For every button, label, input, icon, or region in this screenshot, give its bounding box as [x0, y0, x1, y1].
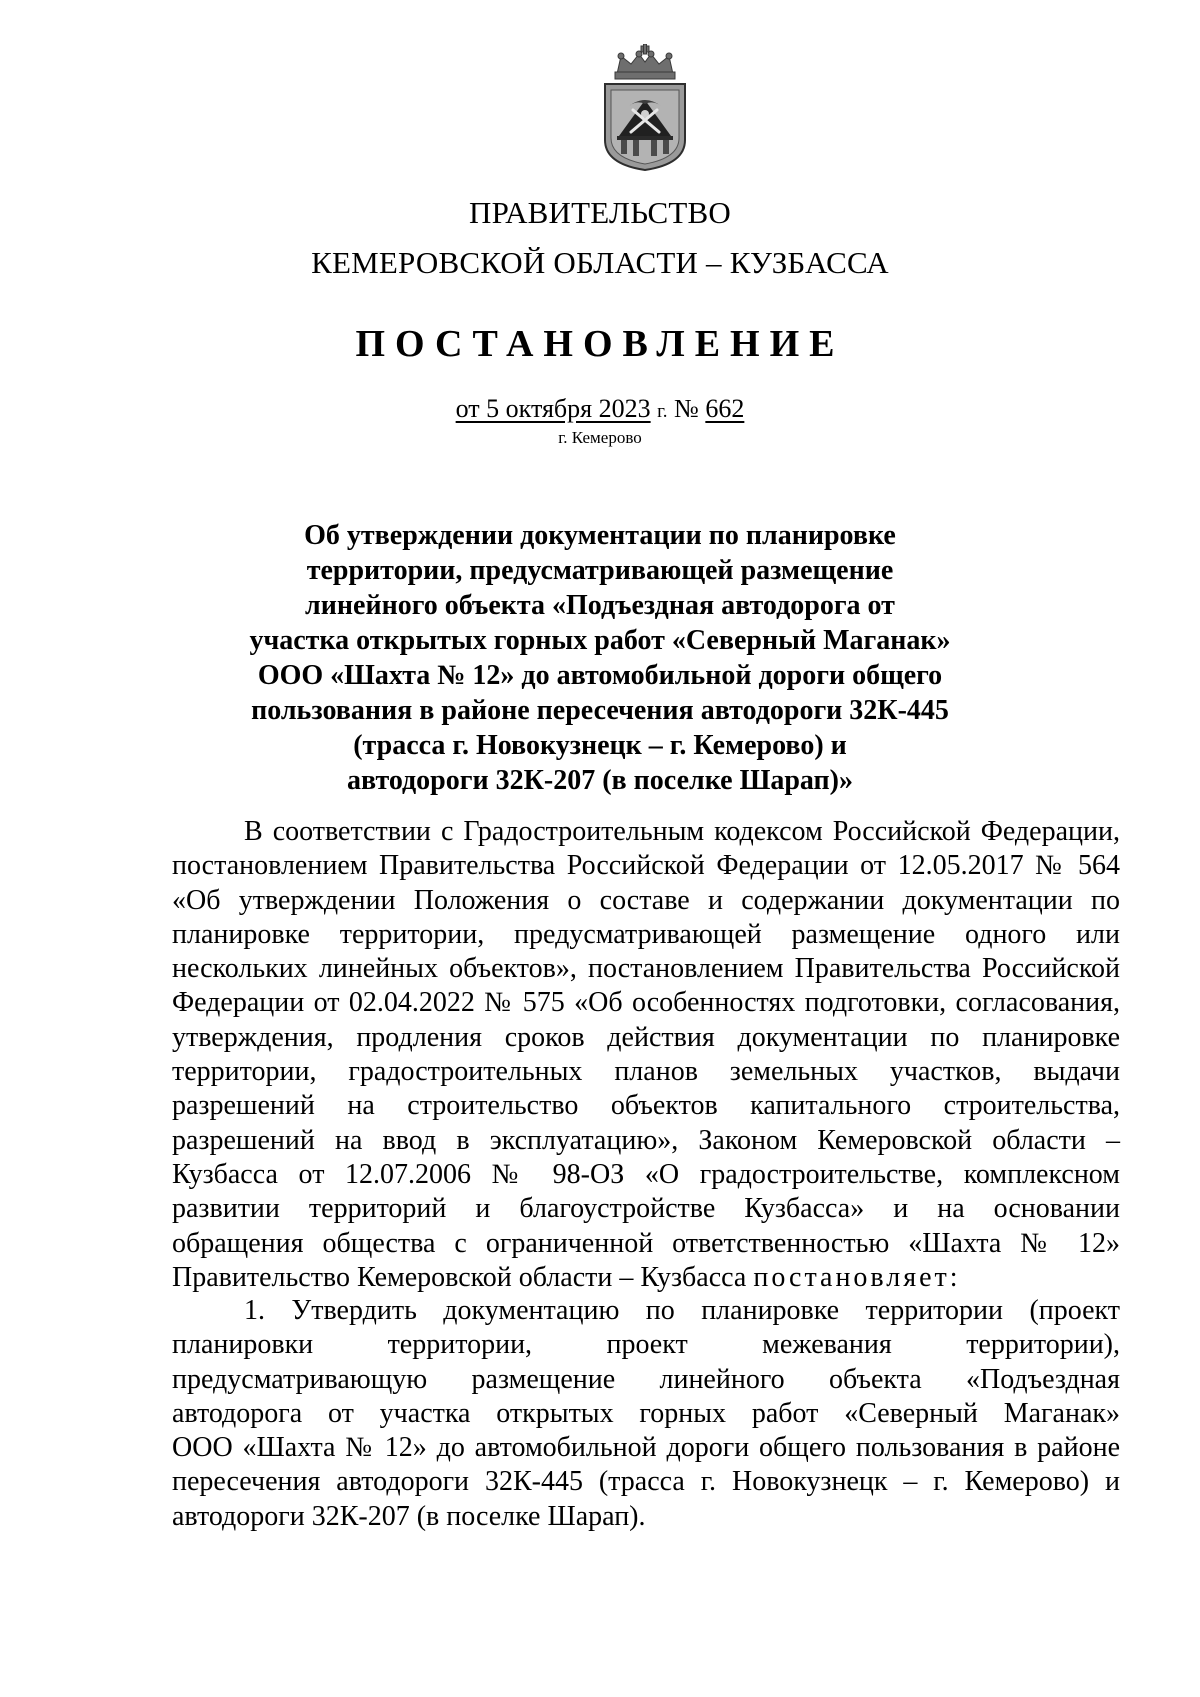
- paragraph-line: В соответствии с Градостроительным кодексом Российской Федерации,: [244, 816, 1120, 847]
- date-number-line: [0, 394, 1200, 424]
- document-number: 662: [705, 394, 745, 423]
- clause-1-paragraph: [172, 1294, 1120, 1534]
- document-city: г. Кемерово: [558, 428, 642, 447]
- coat-of-arms-emblem: [595, 44, 695, 172]
- year-suffix: г.: [657, 401, 668, 422]
- resolves-word: постановляет:: [753, 1261, 961, 1293]
- paragraph-line: Кузбасса от 12.07.2006 № 98-ОЗ «О градостроительстве, комплексном: [172, 1158, 1120, 1190]
- subject-line: пользования в районе пересечения автодороги 32К-445: [251, 695, 949, 726]
- paragraph-line: обращения общества с ограниченной ответственностью «Шахта № 12»: [172, 1227, 1120, 1259]
- subject-line: территории, предусматривающей размещение: [306, 555, 894, 586]
- subject-line: Об утверждении документации по планировке: [304, 520, 896, 551]
- paragraph-line: автодорога от участка открытых горных работ «Северный Маганак»: [172, 1397, 1120, 1429]
- paragraph-line: планировки территории, проект межевания территории),: [172, 1329, 1120, 1361]
- paragraph-line: постановлением Правительства Российской Федерации от 12.05.2017 № 564: [172, 850, 1120, 882]
- document-subject: [0, 518, 1200, 798]
- subject-line: (трасса г. Новокузнецк – г. Кемерово) и: [353, 730, 847, 761]
- number-sign: №: [674, 394, 699, 423]
- paragraph-line: утверждения, продления сроков действия документации по планировке: [172, 1021, 1120, 1053]
- resolving-body: Правительство Кемеровской области – Кузбасса: [172, 1261, 754, 1293]
- government-title-line2: КЕМЕРОВСКОЙ ОБЛАСТИ – КУЗБАССА: [311, 245, 889, 280]
- paragraph-line: 1. Утвердить документацию по планировке территории (проект: [244, 1295, 1120, 1326]
- paragraph-line: разрешений на ввод в эксплуатацию», Законом Кемеровской области –: [172, 1124, 1120, 1156]
- subject-line: ООО «Шахта № 12» до автомобильной дороги общего: [257, 660, 943, 691]
- subject-line: автодороги 32К-207 (в поселке Шарап)»: [347, 765, 853, 796]
- document-type-title: ПОСТАНОВЛЕНИЕ: [355, 323, 845, 365]
- paragraph-line: Федерации от 02.04.2022 № 575 «Об особенностях подготовки, согласования,: [172, 987, 1120, 1019]
- paragraph-line: планировке территории, предусматривающей размещение одного или: [172, 918, 1120, 950]
- paragraph-line: пересечения автодороги 32К-445 (трасса г. Новокузнецк – г. Кемерово) и: [172, 1466, 1120, 1498]
- paragraph-line: автодороги 32К-207 (в поселке Шарап).: [172, 1500, 646, 1532]
- subject-line: линейного объекта «Подъездная автодорога от: [305, 590, 895, 621]
- paragraph-line: предусматривающую размещение линейного объекта «Подъездная: [172, 1363, 1120, 1395]
- preamble-paragraph: [172, 815, 1120, 1295]
- subject-line: участка открытых горных работ «Северный Маганак»: [249, 625, 951, 656]
- paragraph-last-line: [172, 1261, 1120, 1295]
- paragraph-line: «Об утверждении Положения о составе и содержании документации по: [172, 884, 1120, 916]
- paragraph-line: территории, градостроительных планов земельных участков, выдачи: [172, 1056, 1120, 1088]
- document-date: от 5 октября 2023: [455, 394, 651, 423]
- paragraph-line: ООО «Шахта № 12» до автомобильной дороги общего пользования в районе: [172, 1432, 1120, 1464]
- paragraph-line: развитии территорий и благоустройстве Кузбасса» и на основании: [172, 1193, 1120, 1225]
- paragraph-line: разрешений на строительство объектов капитального строительства,: [172, 1090, 1120, 1122]
- government-title-line1: ПРАВИТЕЛЬСТВО: [469, 195, 731, 230]
- paragraph-line: нескольких линейных объектов», постановлением Правительства Российской: [172, 953, 1120, 985]
